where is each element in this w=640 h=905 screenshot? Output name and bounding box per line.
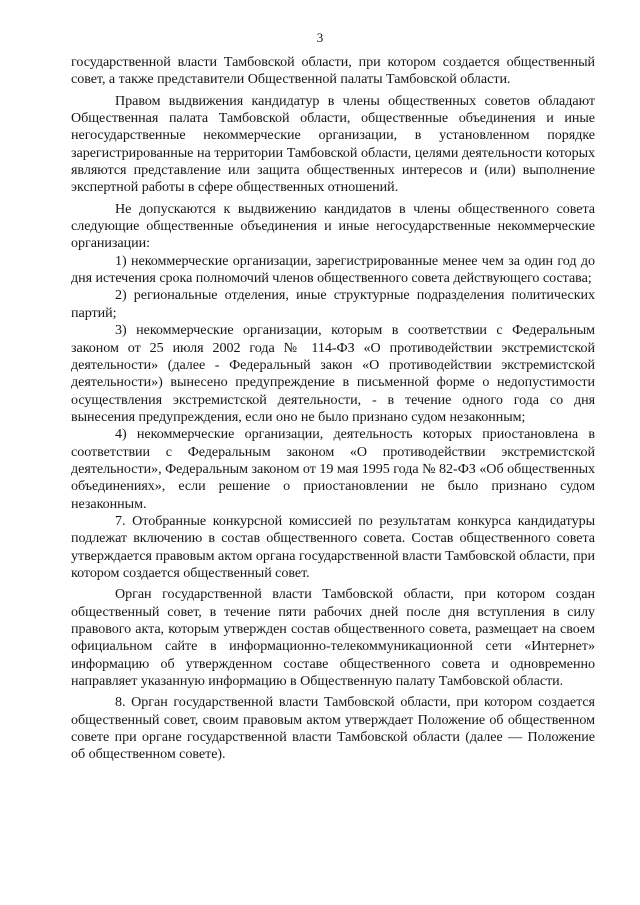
list-item-2: 2) региональные отделения, иные структурные подразделения политических партий;: [71, 287, 595, 321]
paragraph-section-8: 8. Орган государственной власти Тамбовской области, при котором создается общественный совет, своим правовым актом утверждает Положение об общественном совете при органе государственной власти Тамбовской области (далее — Положение об общественном совете).: [71, 694, 595, 763]
list-item-1: 1) некоммерческие организации, зарегистрированные менее чем за один год до дня истечения срока полномочий членов общественного совета действующего состава;: [71, 252, 595, 287]
paragraph-publication: Орган государственной власти Тамбовской области, при котором создан общественный совет, в течение пяти рабочих дней после дня вступления в силу правового акта, которым утвержден состав общественного совета, размещает на своем официальном сайте в информационно-телекоммуникационной сети «Интернет» информацию об утвержденном составе общественного совета и одновременно направляет указанную информацию в Общественную палату Тамбовской области.: [71, 586, 595, 690]
paragraph-not-allowed: Не допускаются к выдвижению кандидатов в члены общественного совета следующие общественные объединения и иные негосударственные некоммерческие организации:: [71, 200, 595, 252]
paragraph-section-7: 7. Отобранные конкурсной комиссией по результатам конкурса кандидатуры подлежат включению в состав общественного совета. Состав общественного совета утверждается правовым актом органа государственной власти Тамбовской области, при котором создается общественный совет.: [71, 512, 595, 581]
list-item-4: 4) некоммерческие организации, деятельность которых приостановлена в соответствии с Федеральным законом «О противодействии экстремистской деятельности», Федеральным законом от 19 мая 1995 года № 82-ФЗ «Об общественных объединениях», если решение о приостановлении не было признано судом незаконным.: [71, 426, 595, 512]
paragraph-continuation: государственной власти Тамбовской области, при котором создается общественный совет, а также представители Общественной палаты Тамбовской области.: [71, 54, 595, 88]
list-item-3: 3) некоммерческие организации, которым в соответствии с Федеральным законом от 25 июля 2002 года № 114-ФЗ «О противодействии экстремистской деятельности» (далее - Федеральный закон «О противодействии экстремистской деятельности») вынесено предупреждение в письменной форме о недопустимости осуществления экстремистской деятельности, - в течение одного года со дня вынесения предупреждения, если оно не было признано судом незаконным;: [71, 322, 595, 425]
paragraph-nomination-right: Правом выдвижения кандидатур в члены общественных советов обладают Общественная палата Тамбовской области, общественные объединения и иные негосударственные некоммерческие организации, в установленном порядке зарегистрированные на территории Тамбовской области, целями деятельности которых являются представление или защита общественных интересов и (или) выполнение экспертной работы в сфере общественных отношений.: [71, 92, 595, 196]
page-number: 3: [316, 30, 324, 45]
document-body: [71, 54, 595, 764]
